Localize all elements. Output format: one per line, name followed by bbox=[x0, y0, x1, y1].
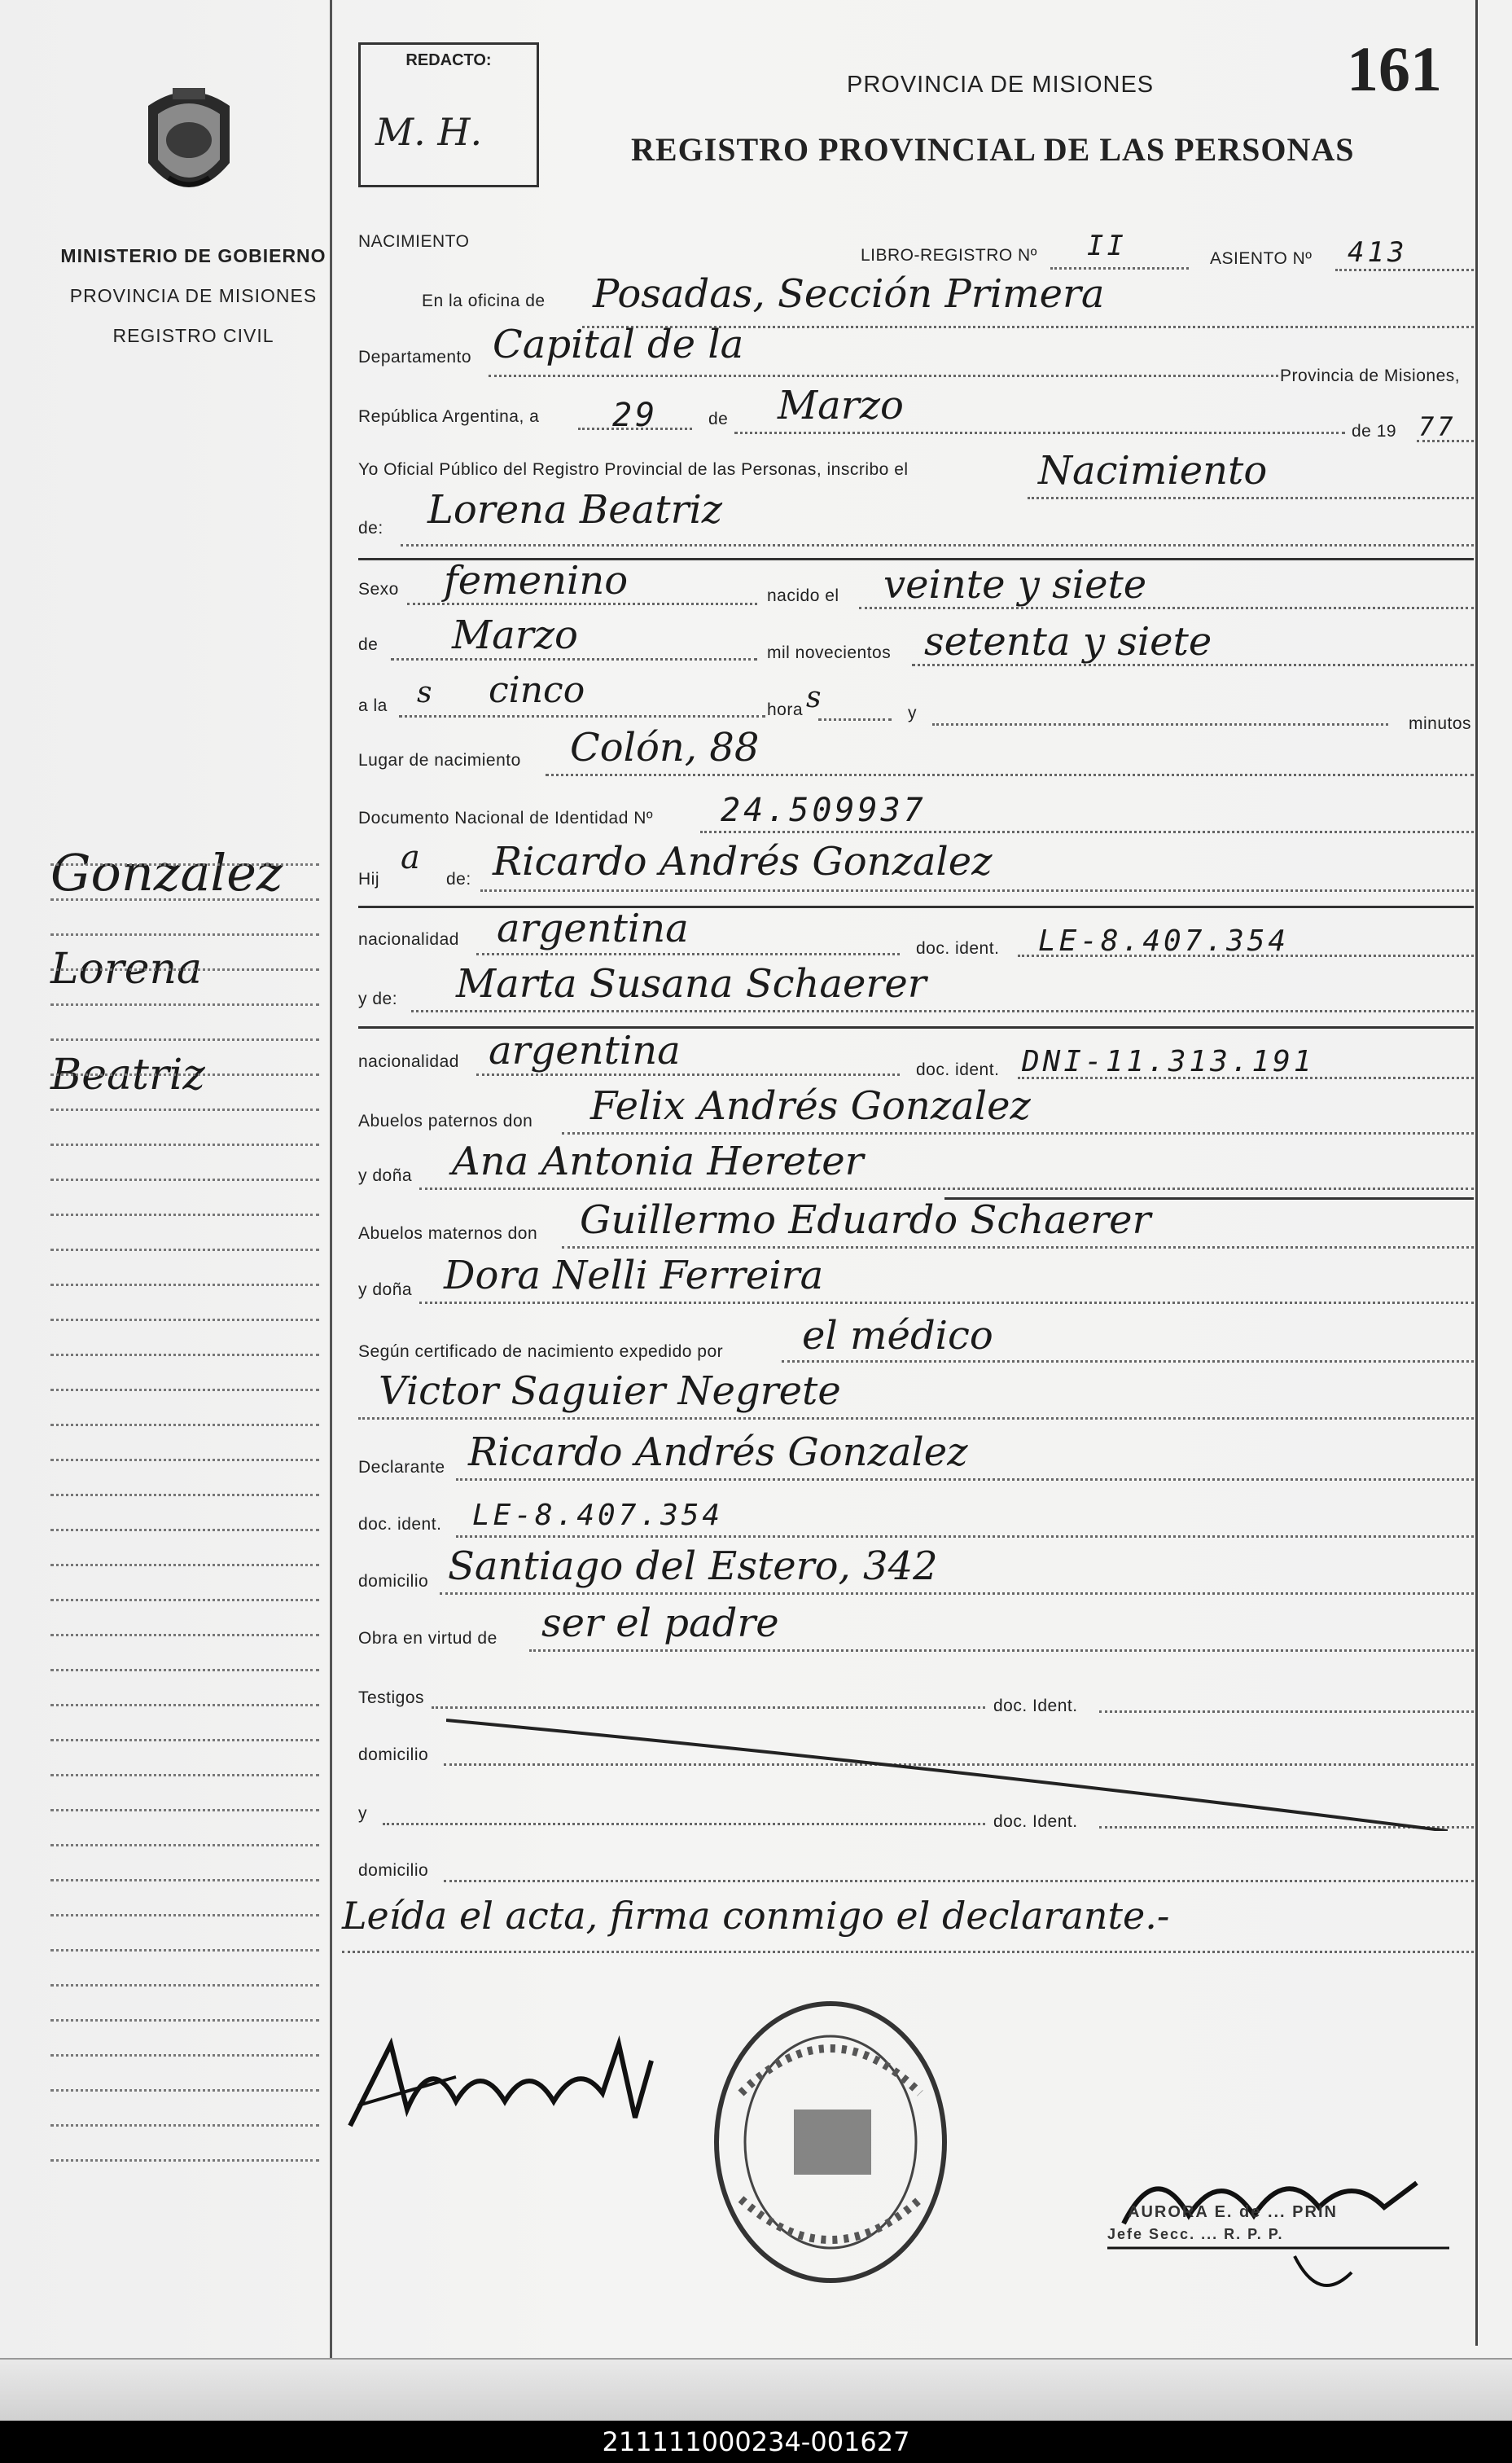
provincia-suffix: Provincia de Misiones, bbox=[1280, 367, 1461, 385]
cert-label: Según certificado de nacimiento expedido por bbox=[358, 1342, 724, 1361]
nacimiento-label: NACIMIENTO bbox=[358, 232, 470, 251]
officer-title: Jefe Secc. ... R. P. P. bbox=[1107, 2226, 1284, 2242]
de-nombre-label: de: bbox=[358, 519, 383, 538]
ministry-province: PROVINCIA DE MISIONES bbox=[69, 285, 318, 306]
domicilio2-label: domicilio bbox=[358, 1745, 429, 1764]
mother-name: Marta Susana Schaerer bbox=[456, 961, 927, 1007]
month-value: Marzo bbox=[778, 383, 904, 428]
abmat-label: Abuelos maternos don bbox=[358, 1224, 538, 1243]
father-name: Ricardo Andrés Gonzalez bbox=[493, 839, 993, 885]
mil-novecientos-label: mil novecientos bbox=[767, 643, 892, 662]
horas-label: hora bbox=[767, 700, 804, 719]
nac2-label: nacionalidad bbox=[358, 1052, 459, 1071]
departamento-value: Capital de la bbox=[493, 322, 744, 367]
doc5-label: doc. Ident. bbox=[993, 1812, 1078, 1831]
domicilio3-label: domicilio bbox=[358, 1861, 429, 1880]
doc1-label: doc. ident. bbox=[916, 939, 1000, 958]
closing-statement: Leída el acta, firma conmigo el declarante.- bbox=[342, 1894, 1170, 1938]
mother-nationality: argentina bbox=[489, 1028, 681, 1073]
ydona1-label: y doña bbox=[358, 1166, 413, 1185]
month2-value: Marzo bbox=[452, 612, 578, 658]
province-coat-of-arms-icon bbox=[132, 81, 246, 212]
page-edge-strip bbox=[0, 2358, 1512, 2425]
father-nationality: argentina bbox=[497, 906, 689, 951]
child-name: Lorena Beatriz bbox=[427, 487, 723, 533]
domicilio-value: Santiago del Estero, 342 bbox=[448, 1543, 938, 1589]
doc3-label: doc. ident. bbox=[358, 1515, 442, 1534]
right-edge-divider bbox=[1475, 0, 1478, 2346]
lugar-value: Colón, 88 bbox=[570, 725, 760, 771]
margin-name-second: Beatriz bbox=[50, 1051, 205, 1100]
sexo-value: femenino bbox=[444, 558, 629, 604]
maternal-grandmother: Dora Nelli Ferreira bbox=[444, 1253, 824, 1298]
ministry-civil: REGISTRO CIVIL bbox=[112, 325, 274, 346]
cert-value: el médico bbox=[802, 1313, 993, 1359]
declarante-value: Ricardo Andrés Gonzalez bbox=[468, 1429, 968, 1475]
de-label: de bbox=[708, 410, 729, 428]
redacto-label: REDACTO: bbox=[405, 51, 492, 69]
margin-name-first: Lorena bbox=[50, 945, 202, 994]
testigos-label: Testigos bbox=[358, 1688, 425, 1707]
nac1-label: nacionalidad bbox=[358, 930, 459, 949]
day-value: 29 bbox=[612, 397, 659, 434]
yde-label: y de: bbox=[358, 990, 398, 1008]
year-words-value: setenta y siete bbox=[924, 619, 1212, 665]
redacto-box bbox=[358, 42, 539, 187]
doc2-label: doc. ident. bbox=[916, 1060, 1000, 1079]
margin-ruled-lines bbox=[50, 863, 319, 2194]
margin-surname: Gonzalez bbox=[50, 843, 283, 902]
hij-suffix: a bbox=[401, 839, 420, 876]
mother-doc: DNI-11.313.191 bbox=[1022, 1045, 1315, 1078]
a-la-suffix: s bbox=[417, 676, 432, 709]
officer-name: AURORA E. de ... PRIN bbox=[1128, 2203, 1338, 2221]
horas-suffix: s bbox=[806, 681, 822, 714]
ministry-block bbox=[41, 236, 346, 356]
de2-label: de bbox=[358, 635, 379, 654]
paternal-grandfather: Felix Andrés Gonzalez bbox=[590, 1083, 1031, 1129]
declarante-doc: LE-8.407.354 bbox=[472, 1499, 724, 1532]
official-stamp-icon bbox=[708, 1995, 953, 2289]
declarante-signature-icon bbox=[342, 2028, 692, 2150]
ministry-title: MINISTERIO DE GOBIERNO bbox=[60, 245, 327, 266]
republica-label: República Argentina, a bbox=[358, 407, 540, 426]
a-la-label: a la bbox=[358, 696, 388, 715]
lugar-label: Lugar de nacimiento bbox=[358, 751, 521, 770]
father-doc: LE-8.407.354 bbox=[1038, 924, 1290, 958]
province-header: PROVINCIA DE MISIONES bbox=[847, 72, 1155, 98]
paternal-grandmother: Ana Antonia Hereter bbox=[452, 1139, 864, 1184]
maternal-grandfather: Guillermo Eduardo Schaerer bbox=[580, 1197, 1151, 1243]
abpat-label: Abuelos paternos don bbox=[358, 1112, 533, 1131]
year-value: 77 bbox=[1418, 411, 1457, 442]
libro-value: II bbox=[1087, 230, 1127, 262]
declarante-label: Declarante bbox=[358, 1458, 445, 1477]
registry-header: REGISTRO PROVINCIAL DE LAS PERSONAS bbox=[631, 131, 1355, 168]
redacto-value: M. H. bbox=[375, 110, 483, 154]
dni-value: 24.509937 bbox=[721, 792, 927, 829]
nacido-label: nacido el bbox=[767, 586, 839, 605]
domicilio-label: domicilio bbox=[358, 1572, 429, 1591]
folio-number: 161 bbox=[1347, 33, 1442, 104]
oficina-value: Posadas, Sección Primera bbox=[593, 271, 1105, 317]
obra-value: ser el padre bbox=[541, 1600, 779, 1646]
hij-label: Hij bbox=[358, 870, 379, 889]
asiento-value: 413 bbox=[1348, 236, 1408, 269]
ydona2-label: y doña bbox=[358, 1280, 413, 1299]
libro-label: LIBRO-REGISTRO Nº bbox=[861, 246, 1037, 265]
departamento-label: Departamento bbox=[358, 348, 472, 367]
minutos-label: minutos bbox=[1409, 714, 1472, 733]
doc4-label: doc. Ident. bbox=[993, 1697, 1078, 1715]
y-label: y bbox=[908, 704, 917, 722]
hour-value: cinco bbox=[489, 670, 585, 711]
image-caption: 211111000234-001627 bbox=[0, 2421, 1512, 2463]
de-19-label: de 19 bbox=[1352, 422, 1397, 441]
dni-label: Documento Nacional de Identidad Nº bbox=[358, 809, 654, 828]
asiento-label: ASIENTO Nº bbox=[1210, 249, 1313, 268]
acto-value: Nacimiento bbox=[1038, 448, 1268, 494]
nacido-value: veinte y siete bbox=[883, 562, 1147, 608]
oficial-label: Yo Oficial Público del Registro Provincial de las Personas, inscribo el bbox=[358, 460, 909, 479]
obra-label: Obra en virtud de bbox=[358, 1629, 497, 1648]
doctor-name: Victor Saguier Negrete bbox=[379, 1368, 841, 1414]
cancel-stroke bbox=[446, 1717, 1448, 1831]
sexo-label: Sexo bbox=[358, 580, 399, 599]
y2-label: y bbox=[358, 1804, 367, 1823]
oficina-label: En la oficina de bbox=[422, 292, 546, 310]
hij-de-label: de: bbox=[446, 870, 471, 889]
